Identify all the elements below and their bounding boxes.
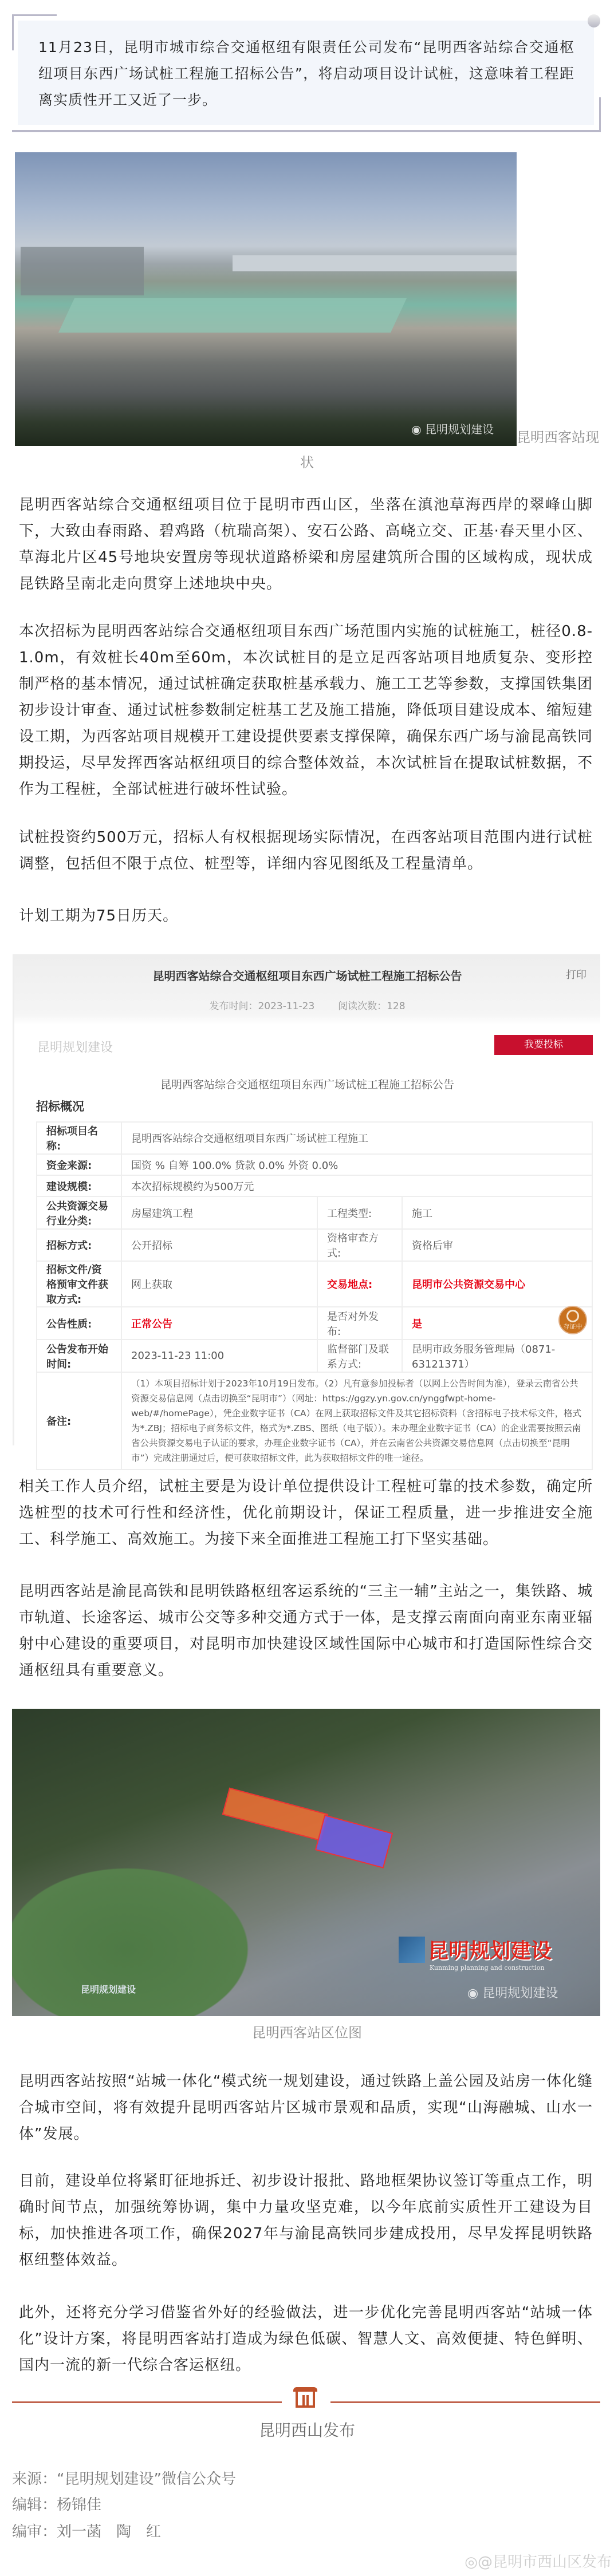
table-row	[37, 1261, 592, 1307]
paragraph-outlook: 此外，还将充分学习借鉴省外好的经验做法，进一步优化完善昆明西客站“站城一体化”设计方案，将昆明西客站打造成为绿色低碳、智慧人文、高效便捷、特色鲜明、国内一流的新一代综合客运枢纽。	[19, 2304, 593, 2374]
watermark-text: 昆明规划建设	[425, 422, 494, 436]
map-small-logo: 昆明规划建设	[81, 1984, 136, 1995]
paragraph-location: 昆明西客站综合交通枢纽项目位于昆明市西山区，坐落在滇池草海西岸的翠峰山脚下，大致由春雨路、碧鸡路（杭瑞高架）、安石公路、高峣立交、正基·春天里小区、草海北片区45号地块安置房等现状道路桥梁和房屋建筑所合围的区域构成，现状成昆铁路呈南北走向贯穿上述地块中央。	[19, 496, 593, 592]
tender-notice-screenshot	[13, 954, 600, 1463]
row-label: 资金来源:	[37, 1154, 121, 1175]
footer-reviewer: 编审：刘一菡 陶 红	[12, 2523, 162, 2541]
photo-green-field	[58, 298, 407, 333]
map-watermark	[467, 1984, 558, 2001]
row-value-2: 昆明市公共资源交易中心	[402, 1261, 592, 1307]
row-value: 公开招标	[121, 1229, 317, 1261]
row-label: 建设规模:	[37, 1175, 121, 1196]
divider-right	[330, 2401, 600, 2403]
row-label-2: 是否对外发布:	[317, 1307, 402, 1340]
row-value: 本次招标规模约为500万元	[121, 1175, 592, 1196]
map-logo	[399, 1935, 552, 1971]
table-row	[37, 1122, 592, 1154]
row-value-2: 是	[402, 1307, 592, 1340]
seal-text: 存证中	[563, 1323, 582, 1330]
row-value-2: 昆明市政务服务管理局（0871-63121371）	[402, 1340, 592, 1372]
row-label: 招标项目名称:	[37, 1122, 121, 1154]
row-label-2: 资格审查方式:	[317, 1229, 402, 1261]
table-row	[37, 1229, 592, 1261]
certification-seal	[558, 1306, 587, 1334]
photo-caption-part1: 昆明西客站现	[517, 429, 599, 445]
map-caption: 昆明西客站区位图	[252, 2025, 362, 2041]
wechat-icon: ◉	[411, 422, 425, 436]
paragraph-tender-scope: 本次招标为昆明西客站综合交通枢纽项目东西广场范围内实施的试桩施工，桩径0.8-1.0m，有效桩长40m至60m，本次试桩目的是立足西客站项目地质复杂、变形控制严格的基本情况，通过试桩确定获取桩基承载力、施工工艺等参数，支撑国铁集团初步设计审查、通过试桩参数制定桩基工艺及施工措施，降低项目建设成本、缩短建设工期，为西客站项目规模开工建设提供要素支撑保障，确保东西广场与渝昆高铁同期投运，尽早发挥西客站枢纽项目的综合整体效益，本次试桩旨在提取试桩数据，不作为工程桩，全部试桩进行破坏性试验。	[19, 623, 593, 798]
row-value: 网上获取	[121, 1261, 317, 1307]
row-label: 备注:	[37, 1372, 121, 1469]
row-value-remarks: （1）本项目招标计划于2023年10月19日发布。（2）凡有意参加投标者（以网上公告时间为准），登录云南省公共资源交易信息网（点击切换至“昆明市”）（网址：https://ggzy.yn.gov.cn/ynggfwpt-home-web/#/homePage），凭企业数字证书（CA）在网上获取招标文件及其它招标资料（含招标电子技术标文件，格式为*.ZBJ；招标电子商务标文件，格式为*.ZBS、图纸（电子版））。未办理企业数字证书（CA）的企业需要按照云南省公共资源交易电子认证的要求，办理企业数字证书（CA），并在云南省公共资源交易信息网（点击切换至“昆明市”）完成注册通过后，便可获取招标文件，此为获取招标文件的唯一途径。	[121, 1372, 592, 1469]
seal-infinity-icon	[566, 1310, 579, 1322]
row-label: 公告性质:	[37, 1307, 121, 1340]
photo-watermark	[411, 420, 494, 437]
station-location-map	[12, 1709, 600, 2016]
paragraph-station-significance: 昆明西客站是渝昆高铁和昆明铁路枢纽客运系统的“三主一辅”主站之一，集铁路、城市轨道、长途客运、城市公交等多种交通方式于一体，是支撑云南面向南亚东南亚辐射中心建设的重要项目，对昆明市加快建设区域性国际中心城市和打造国际性综合交通枢纽具有重要意义。	[19, 1583, 593, 1679]
row-label: 招标方式:	[37, 1229, 121, 1261]
table-row	[37, 1307, 592, 1340]
weibo-icon: ◎	[465, 2554, 478, 2571]
read-count: 阅读次数：128	[338, 1001, 406, 1012]
kunming-planning-logo-icon	[399, 1937, 425, 1963]
row-value: 房屋建筑工程	[121, 1196, 317, 1229]
row-label: 招标文件/资格预审文件获取方式:	[37, 1261, 121, 1307]
footer-editor: 编辑：杨锦佳	[12, 2496, 102, 2514]
weibo-watermark-text: @昆明市西山区发布	[477, 2554, 612, 2571]
notice-subtitle: 昆明西客站综合交通枢纽项目东西广场试桩工程施工招标公告	[160, 1078, 454, 1091]
row-value-2: 资格后审	[402, 1229, 592, 1261]
table-row	[37, 1372, 592, 1469]
row-label-2: 监督部门及联系方式:	[317, 1340, 402, 1372]
intro-box-knob	[588, 14, 600, 27]
pavilion-icon	[291, 2387, 320, 2410]
row-label-2: 工程类型:	[317, 1196, 402, 1229]
watermark-text: 昆明规划建设	[482, 1986, 558, 2001]
map-logo-subtext: Kunming planning and construction	[430, 1964, 545, 1971]
table-row	[37, 1196, 592, 1229]
row-value: 昆明西客站综合交通枢纽项目东西广场试桩工程施工	[121, 1122, 592, 1154]
map-logo-text: 昆明规划建设	[428, 1939, 552, 1963]
table-row	[37, 1175, 592, 1196]
table-row	[37, 1154, 592, 1175]
paragraph-next-steps: 目前，建设单位将紧盯征地拆迁、初步设计报批、路地框架协议签订等重点工作，明确时间节点，加强统筹协调，集中力量攻坚克难，以今年底前实质性开工建设为目标，加快推进各项工作，确保2027年与渝昆高铁同步建成投用，尽早发挥昆明铁路枢纽整体效益。	[19, 2172, 593, 2269]
row-value: 国资 % 自筹 100.0% 贷款 0.0% 外资 0.0%	[121, 1154, 592, 1175]
bid-button[interactable]: 我要投标	[494, 1035, 593, 1055]
map-project-area-west	[222, 1788, 329, 1842]
row-label: 公共资源交易行业分类:	[37, 1196, 121, 1229]
row-label-2: 交易地点:	[317, 1261, 402, 1307]
notice-meta	[14, 998, 600, 1012]
row-value-2: 施工	[402, 1196, 592, 1229]
weibo-watermark	[465, 2550, 612, 2571]
row-label: 公告发布开始时间:	[37, 1340, 121, 1372]
table-row	[37, 1340, 592, 1372]
notice-header	[14, 954, 600, 1025]
notice-title: 昆明西客站综合交通枢纽项目东西广场试桩工程施工招标公告	[152, 969, 462, 983]
intro-text: 11月23日，昆明市城市综合交通枢纽有限责任公司发布“昆明西客站综合交通枢纽项目东西广场试桩工程施工招标公告”，将启动项目设计试桩，这意味着工程距离实质性开工又近了一步。	[38, 39, 574, 108]
section-title: 招标概况	[36, 1100, 84, 1113]
wechat-icon: ◉	[467, 1986, 483, 2001]
row-value: 正常公告	[121, 1307, 317, 1340]
print-link[interactable]: 打印	[566, 969, 587, 981]
tender-overview-table	[36, 1121, 593, 1470]
photo-buildings	[21, 247, 144, 295]
map-project-area-east	[315, 1815, 393, 1868]
paragraph-schedule: 计划工期为75日历天。	[19, 907, 179, 924]
paragraph-investment: 试桩投资约500万元，招标人有权根据现场实际情况，在西客站项目范围内进行试桩调整，包括但不限于点位、桩型等，详细内容见图纸及工程量清单。	[19, 829, 593, 872]
footer-brand: 昆明西山发布	[258, 2421, 355, 2440]
footer-source: 来源：“昆明规划建设”微信公众号	[12, 2471, 236, 2488]
paragraph-test-pile-purpose: 相关工作人员介绍，试桩主要是为设计单位提供设计工程桩可靠的技术参数，确定所选桩型的技术可行性和经济性，优化前期设计，保证工程质量，进一步推进安全施工、科学施工、高效施工。为接下来全面推进工程施工打下坚实基础。	[19, 1478, 593, 1548]
publish-time: 发布时间：2023-11-23	[209, 1001, 315, 1012]
photo-lake	[233, 255, 517, 271]
notice-watermark: 昆明规划建设	[37, 1041, 113, 1055]
divider-left	[12, 2401, 282, 2403]
row-value: 2023-11-23 11:00	[121, 1340, 317, 1372]
station-site-photo	[15, 152, 517, 446]
photo-caption-part2: 状	[300, 455, 314, 471]
paragraph-station-city-integration: 昆明西客站按照“站城一体化“模式统一规划建设，通过铁路上盖公园及站房一体化缝合城市空间，将有效提升昆明西客站片区城市景观和品质，实现“山海融城、山水一体”发展。	[19, 2073, 593, 2143]
